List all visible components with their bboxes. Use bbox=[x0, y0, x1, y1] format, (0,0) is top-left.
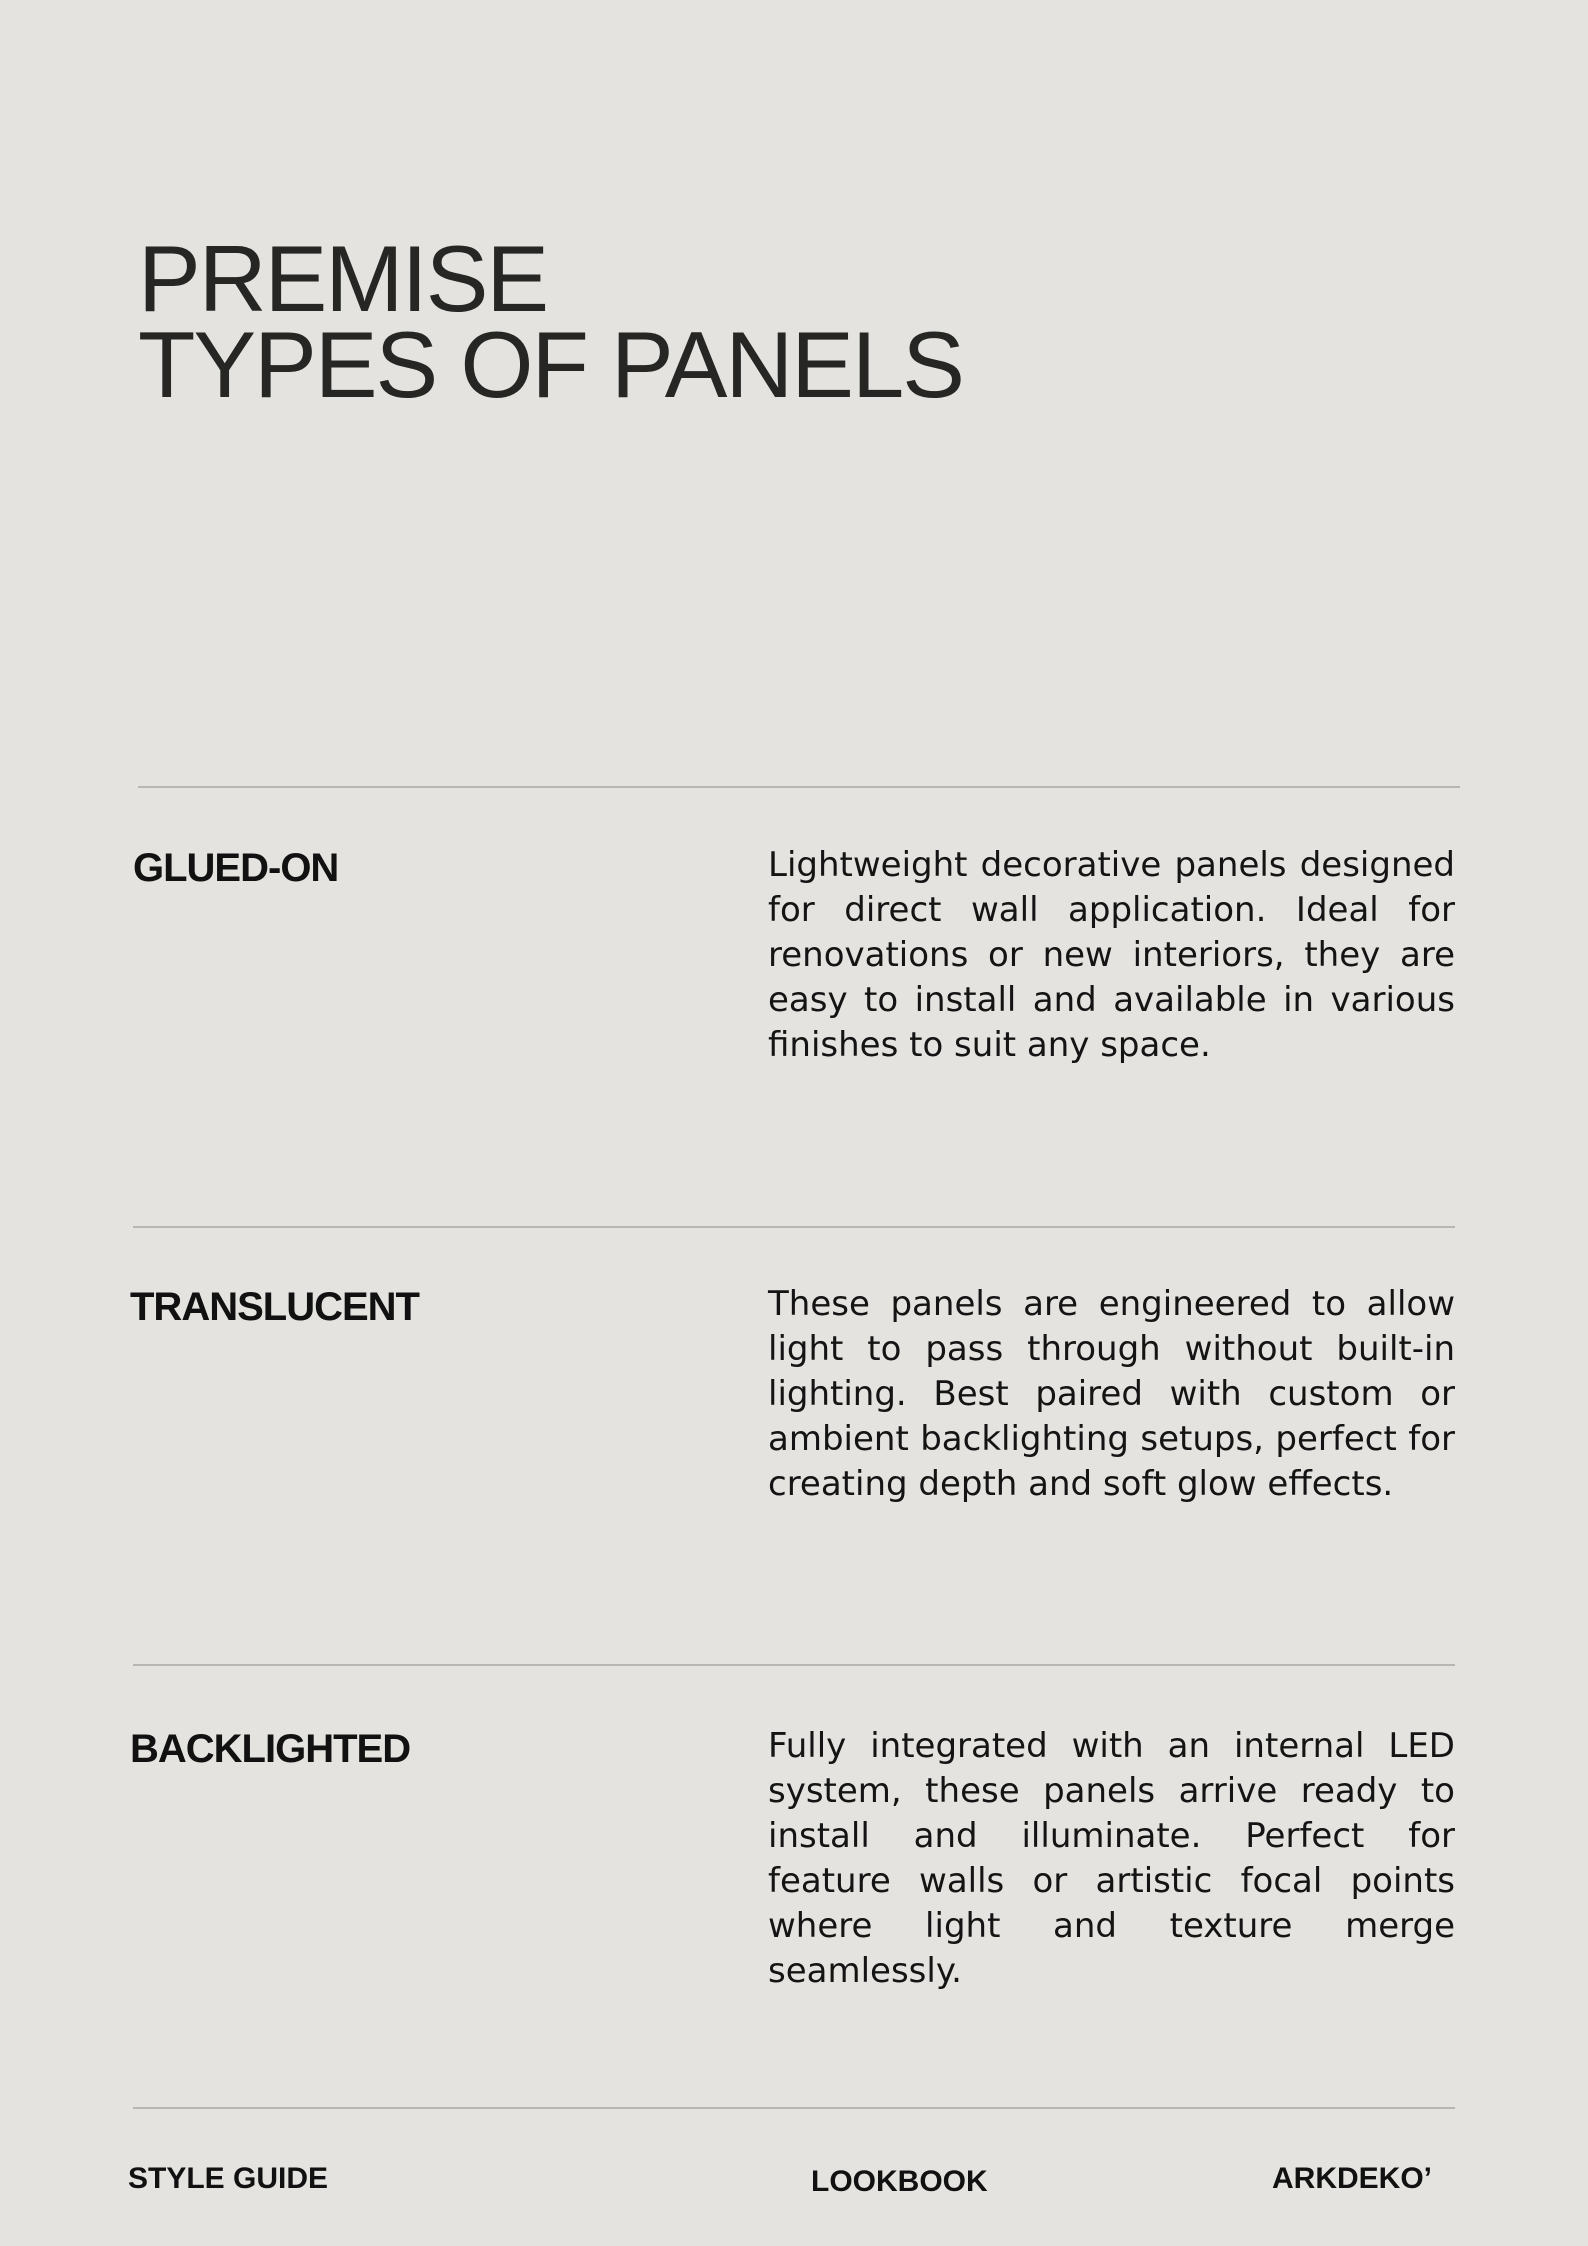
panel-description-backlighted: Fully integrated with an internal LED system, these panels arrive ready to install and illuminate. Perfect for feature walls or artistic focal points where light and texture merge seamlessly. bbox=[768, 1726, 1455, 1991]
page-title bbox=[138, 226, 963, 417]
divider-3 bbox=[133, 1664, 1455, 1666]
footer-brand: ARKDEKO’ bbox=[1272, 2162, 1433, 2195]
divider-2 bbox=[133, 1226, 1455, 1228]
panel-name-translucent: TRANSLUCENT bbox=[130, 1285, 419, 1329]
panel-name-backlighted: BACKLIGHTED bbox=[130, 1727, 411, 1771]
page-title-line-1: PREMISE bbox=[138, 226, 548, 331]
footer-lookbook: LOOKBOOK bbox=[811, 2165, 988, 2198]
page-title-line-2: TYPES OF PANELS bbox=[138, 312, 963, 417]
panel-description-translucent: These panels are engineered to allow light to pass through without built-in lighting. Best paired with custom or ambient backlighting setups, perfect for creating depth and soft glow effects. bbox=[768, 1284, 1455, 1504]
panel-description-glued-on: Lightweight decorative panels designed for direct wall application. Ideal for renovations or new interiors, they are easy to install and available in various finishes to suit any space. bbox=[768, 845, 1455, 1065]
panel-name-glued-on: GLUED-ON bbox=[133, 846, 339, 890]
footer-divider bbox=[133, 2107, 1455, 2109]
footer-style-guide: STYLE GUIDE bbox=[128, 2162, 329, 2195]
divider-1 bbox=[138, 786, 1460, 788]
